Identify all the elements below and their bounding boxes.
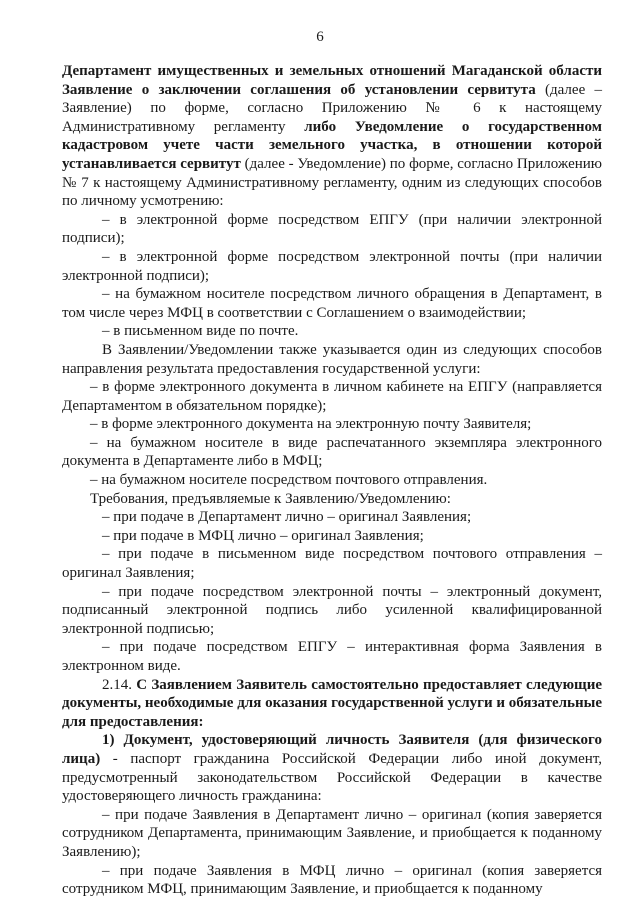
text-run: (далее - Уведомление) по форме, согласно Приложению № 7 к настоящему Административному регламенту, одним из следующих способов по личному усмотрению:	[62, 155, 602, 210]
text-run: - паспорт гражданина Российской Федерации либо иной документ, предусмотренный законодательством Российской Федерации в качестве удостоверяющего личность гражданина:	[62, 750, 602, 805]
paragraph	[62, 638, 602, 675]
text-run: – на бумажном носителе в виде распечатанного экземпляра электронного документа в Департаменте либо в МФЦ;	[62, 434, 602, 470]
paragraph	[62, 471, 602, 490]
text-run: 2.14.	[102, 676, 137, 693]
page-number: 6	[316, 29, 324, 45]
paragraph	[62, 285, 602, 322]
text-run: – при подаче в письменном виде посредством почтового отправления – оригинал Заявления;	[62, 546, 602, 582]
text-run: – при подаче в Департамент лично – оригинал Заявления;	[102, 509, 472, 526]
paragraph	[62, 508, 602, 527]
bold-text: либо Уведомление о государственном кадастровом учете части земельного участка, в отношении которой устанавливается сервитут	[62, 118, 602, 172]
paragraph	[62, 862, 602, 899]
paragraph	[62, 583, 602, 639]
paragraph	[62, 434, 602, 471]
text-run: – при подаче в МФЦ лично – оригинал Заявления;	[102, 527, 424, 544]
text-run: – при подаче Заявления в Департамент лично – оригинал (копия заверяется сотрудником Департамента, принимающим Заявление, и приобщается к поданному Заявлению);	[62, 806, 602, 860]
paragraph	[62, 378, 602, 415]
paragraph	[62, 490, 602, 509]
text-run: – на бумажном носителе посредством личного обращения в Департамент, в том числе через МФЦ в соответствии с Соглашением о взаимодействии;	[62, 286, 602, 321]
paragraph	[62, 545, 602, 582]
paragraph	[62, 322, 602, 341]
bold-text: 1) Документ, удостоверяющий личность Заявителя (для физического лица)	[62, 732, 602, 767]
text-run: – в письменном виде по почте.	[102, 323, 299, 340]
paragraph	[62, 415, 602, 434]
text-run: – в форме электронного документа в личном кабинете на ЕПГУ (направляется Департаментом в обязательном порядке);	[62, 379, 602, 414]
text-run: – на бумажном носителе посредством почтового отправления.	[90, 472, 488, 489]
text-run: – в форме электронного документа на электронную почту Заявителя;	[90, 416, 532, 433]
text-run: – в электронной форме посредством ЕПГУ (при наличии электронной подписи);	[62, 211, 602, 247]
text-run: (далее – Заявление) по форме, согласно Приложению № 6 к настоящему Административному регламенту	[62, 81, 603, 135]
text-run: – при подаче посредством ЕПГУ – интерактивная форма Заявления в электронном виде.	[62, 639, 602, 674]
paragraph	[62, 211, 602, 248]
text-run: В Заявлении/Уведомлении также указывается один из следующих способов направления результата предоставления государственной услуги:	[62, 341, 602, 377]
text-run: – при подаче Заявления в МФЦ лично – оригинал (копия заверяется сотрудником МФЦ, принимающим Заявление, и приобщается к поданному	[62, 862, 602, 898]
paragraph	[62, 62, 602, 211]
paragraph	[62, 806, 602, 862]
text-run: Требования, предъявляемые к Заявлению/Уведомлению:	[90, 490, 451, 507]
text-run: – при подаче посредством электронной почты – электронный документ, подписанный электронной подпись либо усиленной квалифицированной электронной подписью;	[62, 583, 602, 637]
paragraph	[62, 248, 602, 285]
paragraph	[62, 527, 602, 546]
paragraph	[62, 731, 602, 805]
text-run: – в электронной форме посредством электронной почты (при наличии электронной подписи);	[62, 248, 602, 284]
paragraph	[62, 341, 602, 378]
bold-text: Департамент имущественных и земельных отношений Магаданской области Заявление о заключении соглашения об установлении сервитута	[62, 63, 602, 98]
paragraph	[62, 676, 602, 732]
document-body	[62, 62, 602, 899]
bold-text: С Заявлением Заявитель самостоятельно предоставляет следующие документы, необходимые для оказания государственной услуги и обязательные для предоставления:	[62, 676, 603, 730]
